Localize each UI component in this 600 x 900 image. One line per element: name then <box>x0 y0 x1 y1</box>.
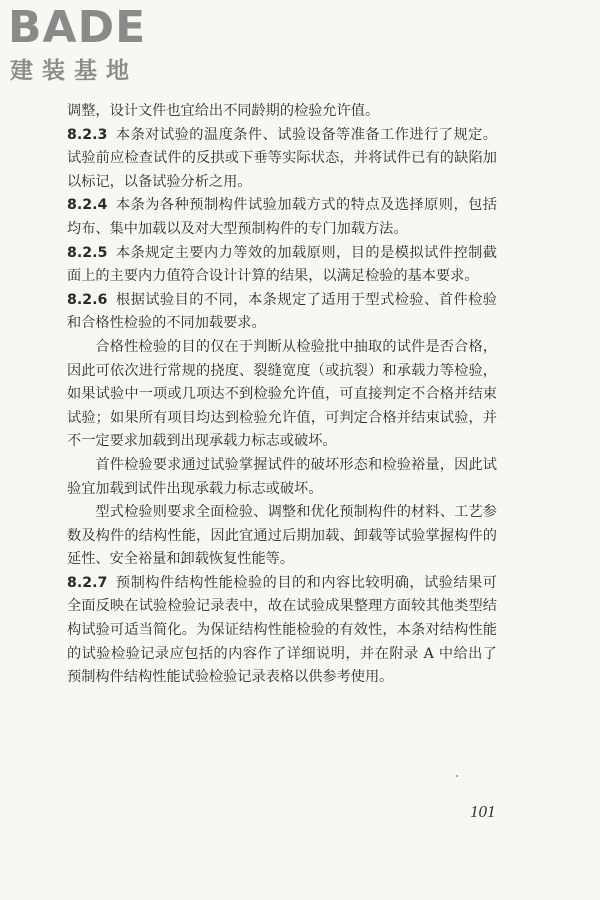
paragraph-acceptance-inspection: 合格性检验的目的仅在于判断从检验批中抽取的试件是否合格，因此可依次进行常规的挠度、裂缝宽度（或抗裂）和承载力等检验，如果试验中一项或几项达不到检验允许值，可直接判定不合格并结束试验；如果所有项目均达到检验允许值，可判定合格并结束试验，并不一定要求加载到出现承载力标志或破坏。 <box>67 338 497 450</box>
clause-8-2-3 <box>67 124 497 195</box>
clause-number: 8.2.5 <box>67 244 108 261</box>
scan-speck <box>456 775 458 777</box>
paragraph-first-article-inspection: 首件检验要求通过试验掌握试件的破坏形态和检验裕量，因此试验宜加载到试件出现承载力标志或破坏。 <box>67 456 497 497</box>
page-body <box>67 100 497 690</box>
clause-8-2-4 <box>67 194 497 241</box>
logo-subtitle: 建装基地 <box>10 58 138 84</box>
clause-8-2-5 <box>67 242 497 289</box>
paragraph-type-inspection: 型式检验则要求全面检验、调整和优化预制构件的材料、工艺参数及构件的结构性能，因此宜通过后期加载、卸载等试验掌握构件的延性、安全裕量和卸载恢复性能等。 <box>67 504 497 568</box>
clause-text: 根据试验目的不同，本条规定了适用于型式检验、首件检验和合格性检验的不同加载要求。 <box>67 291 497 332</box>
clause-number: 8.2.4 <box>67 197 108 214</box>
clause-text: 本条对试验的温度条件、试验设备等准备工作进行了规定。试验前应检查试件的反拱或下垂等实际状态，并将试件已有的缺陷加以标记，以备试验分析之用。 <box>67 126 497 190</box>
clause-number: 8.2.6 <box>67 291 108 308</box>
clause-text: 本条规定主要内力等效的加载原则，目的是模拟试件控制截面上的主要内力值符合设计计算的结果，以满足检验的基本要求。 <box>67 244 497 285</box>
clause-number: 8.2.3 <box>67 126 108 143</box>
page-number: 101 <box>470 802 496 821</box>
bade-logo <box>8 2 183 88</box>
clause-text: 本条为各种预制构件试验加载方式的特点及选择原则，包括均布、集中加载以及对大型预制构件的专门加载方法。 <box>67 197 497 237</box>
clause-8-2-7 <box>67 572 497 690</box>
clause-text: 预制构件结构性能检验的目的和内容比较明确，试验结果可全面反映在试验检验记录表中，故在试验成果整理方面较其他类型结构试验可适当简化。为保证结构性能检验的有效性，本条对结构性能的试验检验记录应包括的内容作了详细说明，并在附录 A 中给出了预制构件结构性能试验检验记录表格以供参考使用。 <box>67 574 497 686</box>
clause-number: 8.2.7 <box>67 574 108 591</box>
intro-paragraph: 调整，设计文件也宜给出不同龄期的检验允许值。 <box>67 103 380 119</box>
clause-8-2-6 <box>67 289 497 336</box>
logo-wordmark: BADE <box>8 2 147 53</box>
